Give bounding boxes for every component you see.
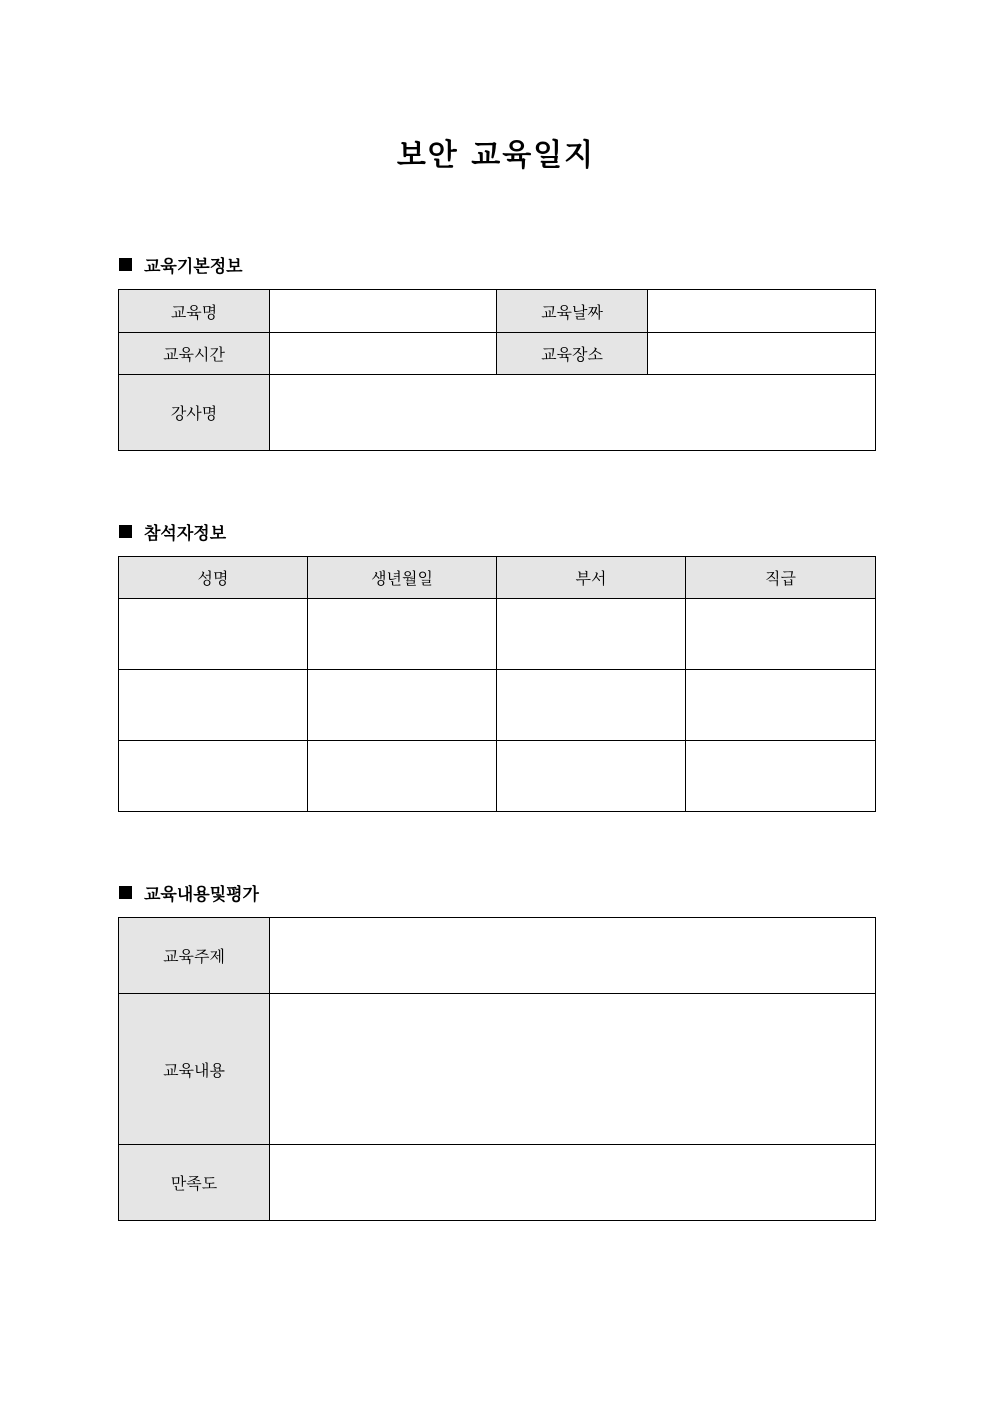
column-header-department: 부서 (497, 557, 686, 599)
table-row (119, 1145, 876, 1221)
course-date-label: 교육날짜 (497, 290, 648, 333)
table-row (119, 375, 876, 451)
course-name-field[interactable] (270, 290, 497, 333)
course-name-label: 교육명 (119, 290, 270, 333)
topic-label: 교육주제 (119, 918, 270, 994)
attendee-birthdate-cell[interactable] (308, 599, 497, 670)
course-place-field[interactable] (648, 333, 876, 375)
attendee-department-cell[interactable] (497, 670, 686, 741)
attendee-name-cell[interactable] (119, 599, 308, 670)
topic-field[interactable] (270, 918, 876, 994)
page-title: 보안 교육일지 (396, 138, 596, 173)
basic-info-table (118, 289, 876, 451)
content-label: 교육내용 (119, 994, 270, 1145)
table-row (119, 333, 876, 375)
attendee-position-cell[interactable] (686, 670, 876, 741)
satisfaction-field[interactable] (270, 1145, 876, 1221)
section-heading-label: 참석자정보 (144, 523, 227, 544)
attendee-birthdate-cell[interactable] (308, 741, 497, 812)
table-row (119, 741, 876, 812)
attendee-birthdate-cell[interactable] (308, 670, 497, 741)
column-header-name: 성명 (119, 557, 308, 599)
attendees-table (118, 556, 876, 812)
column-header-birthdate: 생년월일 (308, 557, 497, 599)
content-eval-table (118, 917, 876, 1221)
attendee-department-cell[interactable] (497, 741, 686, 812)
attendee-department-cell[interactable] (497, 599, 686, 670)
instructor-field[interactable] (270, 375, 876, 451)
section-heading-label: 교육기본정보 (144, 256, 243, 277)
course-place-label: 교육장소 (497, 333, 648, 375)
section-heading-content-eval (119, 880, 259, 904)
attendee-name-cell[interactable] (119, 741, 308, 812)
square-bullet-icon (119, 886, 132, 899)
table-header-row (119, 557, 876, 599)
course-date-field[interactable] (648, 290, 876, 333)
table-row (119, 918, 876, 994)
attendee-name-cell[interactable] (119, 670, 308, 741)
content-field[interactable] (270, 994, 876, 1145)
table-row (119, 670, 876, 741)
square-bullet-icon (119, 258, 132, 271)
square-bullet-icon (119, 525, 132, 538)
course-time-label: 교육시간 (119, 333, 270, 375)
course-time-field[interactable] (270, 333, 497, 375)
table-row (119, 994, 876, 1145)
instructor-label: 강사명 (119, 375, 270, 451)
satisfaction-label: 만족도 (119, 1145, 270, 1221)
section-heading-basic-info (119, 252, 243, 276)
column-header-position: 직급 (686, 557, 876, 599)
section-heading-attendees (119, 519, 226, 543)
attendee-position-cell[interactable] (686, 599, 876, 670)
attendee-position-cell[interactable] (686, 741, 876, 812)
table-row (119, 599, 876, 670)
table-row (119, 290, 876, 333)
section-heading-label: 교육내용및평가 (144, 884, 259, 905)
